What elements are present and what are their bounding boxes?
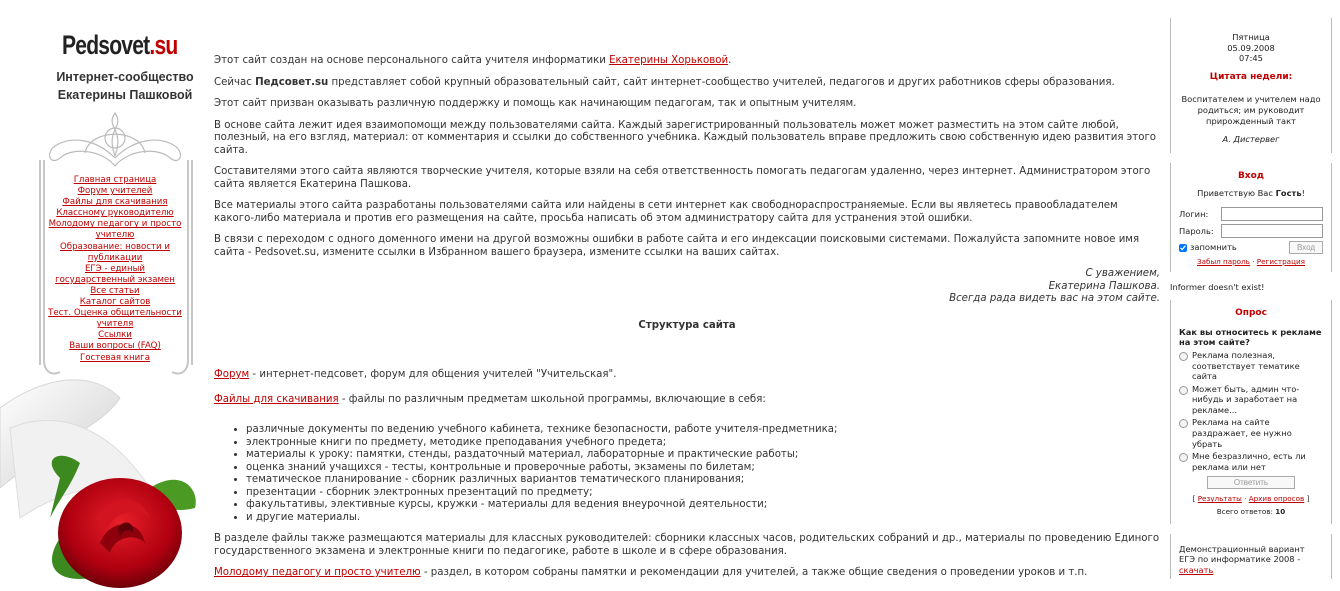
poll-option[interactable] [1179,451,1323,472]
remember-label: запомнить [1190,242,1237,253]
site-logo[interactable] [62,30,178,61]
login-button[interactable]: Вход [1289,241,1323,254]
box-divider [1170,153,1332,163]
informer-message: Informer doesn't exist! [1170,281,1265,292]
radio-icon[interactable] [1179,419,1188,428]
greeting-text: Приветствую Вас [1197,188,1276,199]
poll-total-value: 10 [1275,507,1286,517]
poll-option-label: Реклама на сайте раздражает, ее нужно убрать [1192,417,1292,449]
materials-paragraph: Все материалы этого сайта разработаны пользователями сайта или найдены в сети интернет как свободнораспространяемые. Если вы являетесь правообладателем какого-либо материала и против его размещения на сайте, просьба написать об этом администратору сайта для устранения этой ошибки. [214,200,1118,224]
signature-line: Екатерина Пашкова. [1048,280,1160,292]
box-divider [1170,524,1332,534]
list-item: • презентации - сборник электронных презентаций по предмету; [246,487,1160,500]
quote-text: Воспитателем и учителем надо родиться; им руководит прирожденный такт [1181,94,1321,126]
menu-item-home[interactable]: Главная страница [73,175,157,185]
login-title: Вход [1237,170,1265,181]
young-teacher-paragraph [214,567,1160,580]
menu-item-ege[interactable]: ЕГЭ - единый государственный экзамен [55,263,175,285]
password-label: Пароль: [1179,225,1214,236]
greeting-suffix: ! [1301,188,1305,199]
quote-title: Цитата недели: [1209,71,1293,82]
remember-checkbox[interactable] [1179,244,1187,252]
date-quote-box [1170,18,1332,153]
description-paragraph [214,77,1160,90]
rose-decoration-icon [0,368,210,591]
tagline-line-2: Екатерины Пашковой [57,88,193,102]
site-tagline [30,68,220,104]
radio-icon[interactable] [1179,386,1188,395]
description-prefix: Сейчас [214,76,256,88]
poll-option-label: Может быть, админ что-нибудь и заработает на рекламе... [1192,383,1300,415]
left-column [0,0,210,591]
poll-option-label: Реклама полезная, соответствует тематике сайта [1192,349,1300,382]
poll-title: Опрос [1235,308,1267,319]
poll-box [1170,300,1332,524]
poll-submit-button[interactable]: Ответить [1207,476,1295,489]
login-label: Логин: [1179,208,1209,219]
menu-item-links[interactable]: Ссылки [98,330,132,341]
menu-item-education-news[interactable]: Образование: новости и публикации [60,241,170,263]
forgot-password-link[interactable]: Забыл пароль [1197,256,1250,266]
authors-paragraph: Составителями этого сайта являются творческие учителя, которые взяли на себя ответственность помогать педагогам удаленно, через интернет. Администратором этого сайта является Екатерина Пашкова. [214,166,1151,190]
signature-line: Всегда рада видеть вас на этом сайте. [949,293,1160,304]
list-item: • материалы к уроку: памятки, стенды, раздаточный материал, лабораторные и практические работы; [246,449,1160,462]
poll-option[interactable] [1179,417,1323,449]
remember-group [1179,242,1237,253]
class-teacher-paragraph: В разделе файлы также размещаются материалы для классных руководителей: сборники классных часов, родительских собраний и др., материалы по проведению Единого государственного экзамена и электронные книги по педагогике, работе в школе и в сфере образования. [214,533,1160,557]
poll-total [1179,507,1323,518]
quote-author: А. Дистервег [1222,134,1280,145]
intro-text: Этот сайт создан на основе персонального сайта учителя информатики [214,55,610,66]
remember-row [1179,241,1323,254]
tagline-line-1: Интернет-сообщество [56,70,194,84]
main-menu [48,175,182,364]
menu-item-young-teacher[interactable]: Молодому педагогу и просто учителю [48,219,182,241]
forum-link[interactable]: Форум [214,369,250,380]
guest-name: Гость [1275,188,1302,199]
poll-option[interactable] [1179,384,1323,416]
login-box [1170,163,1332,272]
files-paragraph [214,394,1160,407]
demo-box [1170,534,1332,580]
current-date: 05.09.2008 [1227,42,1275,53]
files-list [214,424,1160,524]
menu-item-catalog[interactable]: Каталог сайтов [79,297,151,308]
current-day: Пятница [1232,32,1270,42]
poll-option[interactable] [1179,350,1323,382]
list-item: • тематическое планирование - сборник различных вариантов тематического планирования; [246,474,1160,487]
domain-paragraph: В связи с переходом с одного доменного имени на другой возможны ошибки в работе сайта и его индексации поисковыми системами. Пожалуйста запомните новое имя сайта - Pedsovet.su, измените ссылки в Избранном вашего браузера, измените ссылки на ваших сайтах. [214,234,1140,258]
menu-item-class-teacher[interactable]: Классному руководителю [56,208,174,219]
signature [214,268,1160,306]
menu-item-test[interactable]: Тест. Оценка общительности учителя [48,308,182,330]
forum-text: - интернет-педсовет, форум для общения учителей "Учительская". [249,369,617,380]
greeting [1179,188,1323,199]
ornament-frame-icon [40,108,190,168]
demo-text: Демонстрационный вариант ЕГЭ по информатике 2008 - [1179,543,1305,565]
menu-item-files[interactable]: Файлы для скачивания [62,197,168,208]
purpose-paragraph: Этот сайт призван оказывать различную поддержку и помощь как начинающим педагогам, так и опытным учителям. [214,98,857,109]
logo-text: Pedsovet [62,30,150,60]
poll-results-link[interactable]: Результаты [1197,494,1242,504]
young-teacher-text: - раздел, в котором собраны памятки и рекомендации для учителей, а также общие сведения о проведении уроков и т.п. [420,567,1088,578]
poll-total-label: Всего ответов: [1216,507,1276,517]
register-link[interactable]: Регистрация [1256,256,1305,266]
password-row [1179,224,1323,238]
poll-question: Как вы относитесь к рекламе на этом сайте? [1179,326,1322,348]
author-link[interactable]: Екатерины Хорьковой [609,55,729,66]
demo-download-link[interactable]: скачать [1179,564,1214,575]
poll-option-label: Мне безразлично, есть ли реклама или нет [1192,451,1306,472]
list-item: • различные документы по ведению учебного кабинета, технике безопасности, работе учителя-предметника; [246,424,1160,437]
structure-title: Структура сайта [638,319,736,331]
site-name-bold: Педсовет.su [255,76,329,88]
description-suffix: представляет собой крупный образовательный сайт, сайт интернет-сообщество учителей, педагогов и других работников сферы образования. [328,76,1115,88]
right-column [1170,18,1332,579]
list-item: • и другие материалы. [246,512,1160,525]
poll-archive-link[interactable]: Архив опросов [1248,494,1305,504]
poll-links: [ Результаты · Архив опросов ] [1192,494,1310,504]
list-item: • факультативы, элективные курсы, кружки - материалы для ведения внеурочной деятельности; [246,499,1160,512]
list-item: • электронные книги по предмету, методике преподавания учебного предета; [246,437,1160,450]
main-content [214,55,1160,589]
intro-suffix: . [728,55,732,66]
forum-paragraph [214,369,1160,382]
current-time: 07:45 [1239,53,1263,64]
password-input[interactable] [1221,224,1323,238]
menu-item-guestbook[interactable]: Гостевая книга [80,352,150,363]
menu-item-forum[interactable]: Форум учителей [77,186,153,197]
idea-paragraph: В основе сайта лежит идея взаимопомощи между пользователями сайта. Каждый зарегистрированный пользователь может может разместить на этом сайте любой, полезный, на его взгляд, материал: от комментария и ссылки до собственного учебника. Каждый пользователь вправе предложить свою собственную идею развития этого сайта. [214,119,1157,156]
menu-item-faq[interactable]: Ваши вопросы (FAQ) [69,341,161,352]
young-teacher-link[interactable]: Молодому педагогу и просто учителю [214,567,421,578]
login-input[interactable] [1221,207,1323,221]
login-row [1179,207,1323,221]
signature-line: С уважением, [1085,268,1160,279]
login-links: Забыл пароль · Регистрация [1197,256,1305,266]
files-text: - файлы по различным предметам школьной программы, включающие в себя: [338,393,766,405]
menu-item-all-articles[interactable]: Все статьи [90,285,140,296]
radio-icon[interactable] [1179,352,1188,361]
radio-icon[interactable] [1179,453,1188,462]
files-link[interactable]: Файлы для скачивания [214,393,339,405]
logo-suffix: .su [149,30,178,60]
list-item: • оценка знаний учащихся - тесты, контрольные и проверочные работы, экзамены по билетам; [246,462,1160,475]
intro-paragraph [214,55,1160,68]
